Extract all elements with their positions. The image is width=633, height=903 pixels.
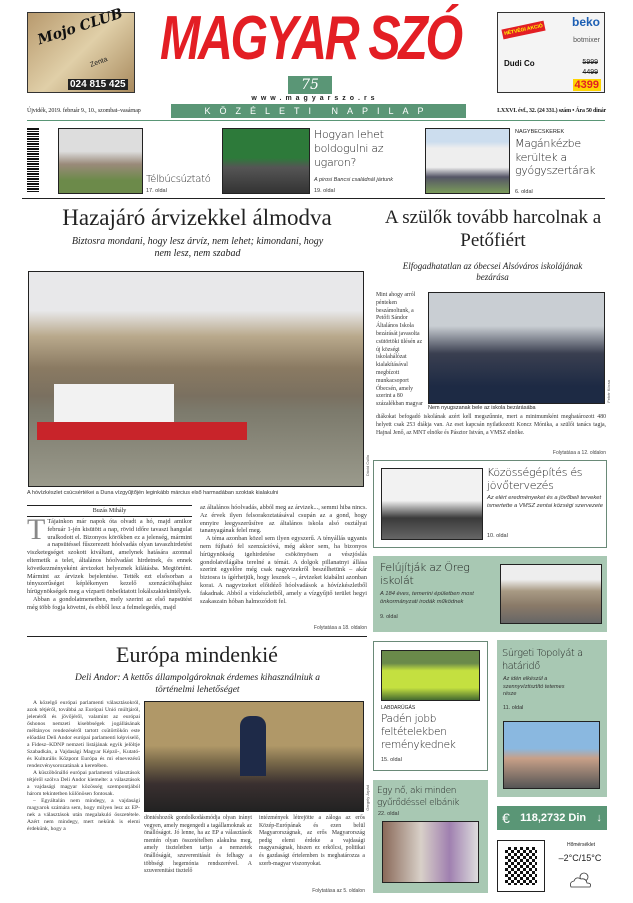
box-egyno-title: Egy nő, aki minden gyűrődéssel elbánik (377, 786, 460, 808)
lead-body-col2: az általános hóolvadás, abból meg az árvizek..., semmi hiba nincs. Az érvek ilyen felsorakoztatásával csupán az a gond, hogy ennyire leegyszerűsítve az általános iskola alsó osztályai tananyagának felel meg. A téma azonban közel sem ilyen egyszerű. A tényállás ugyanis nem fújható fel szenzációvá, még akkor sem, ha bizonyos hírügynökség igehirdetése csökönyösen a vészjóslás gondolatvilágába terelné a témát. A dolgok pillanatnyi állása szerint egyelőre még csak nagyvizekről beszélhetünk – akár biztosra is ígérhetjük, hogy lesznek –, árvizeket kiabálni azonban korai. A nagyvizeket előidéző hóolvadások a hóvízkészletből fakadnak. Abból a vízkészletből, amely a vízgyűjtő terület hegyi szakaszain hóban halmozódott fel. (200, 504, 367, 605)
lead-photo-caption: A hóvízkészlet csúcsértékei a Duna vízgyűjtőjén leginkább március első harmadában szoktak kialakulni (27, 490, 279, 496)
europa-body-col3: intézmények létrejötte a záloga az erős Közép-Európának és ezen belül Magyarországnak, az erős Magyarország pedig elemi érdeke a vajdasági magyarságnak, hiszen ez erkölcsi, politikai és gazdasági értelemben is meghatározza a szerb-magyar viszonyokat. (259, 815, 365, 867)
teaser-photo-telbucsu[interactable] (58, 128, 143, 194)
logo-text: MAGYAR SZÓ (160, 4, 461, 73)
right-ad-old-price-2: 4499 (582, 69, 598, 76)
cloud-sun-icon (566, 870, 596, 895)
second-headline[interactable]: A szülők tovább harcolnak a Petőfiért (384, 207, 602, 251)
teaser-kicker: NAGYBECSKEREK (515, 129, 565, 135)
box-iskola-sub: A 184 éves, temerini épületben most önkormányzati irodák működnek (380, 591, 474, 605)
europa-body-col2: döntéshozók gondolkodásmódja olyan irányt vegyen, amely megengedi a tagállamoknak az önállóságot. Jó lenne, ha az EP a választások mentén olyan összetételben alakulna meg, amely tiszteletben tartja a nemzetek önállóságát, szuverenitását és felhagy a többségi hegemónia rendszerével. A szuverenitást tisztelő (144, 815, 252, 875)
box-foci[interactable] (373, 641, 488, 771)
tagline-bar: KÖZÉLETI NAPILAP (171, 104, 466, 118)
right-ad-brand: beko (571, 15, 600, 29)
issue-line: LXXVI. évf., 32. (24 331.) szám • Ára 50 dinár (497, 108, 606, 114)
boat-cabin (54, 384, 174, 422)
left-ad-town: Zenta (89, 56, 109, 69)
teaser-page: 19. oldal (314, 188, 335, 194)
exchange-rate-value: 118,2732 Din (520, 812, 587, 824)
teaser-photo-ugaron[interactable] (222, 128, 310, 194)
lead-continued-link[interactable]: Folytatása a 18. oldalon (313, 625, 367, 631)
left-ad[interactable] (27, 5, 135, 93)
second-photo[interactable] (428, 292, 605, 404)
lead-headline[interactable]: Hazajáró árvizekkel álmodva (62, 205, 332, 230)
teaser-title[interactable]: Télbúcsúztató (146, 174, 211, 185)
weather-temps: –2°C/15°C (558, 853, 602, 863)
boat-hull (37, 422, 247, 440)
box-topolya-sub: Az idén elkészül a szennyvíztisztító tetemes része (503, 676, 565, 697)
box-egyno-page: 22. oldal (378, 811, 399, 817)
weather-label: Hőmérséklet (566, 842, 596, 848)
drop-cap: T (27, 513, 46, 546)
teaser-page: 17. oldal (146, 188, 167, 194)
right-ad-shop: Dudi Co (504, 59, 535, 68)
lead-photo[interactable] (28, 271, 364, 487)
teaser-photo-gyogyszertar[interactable] (425, 128, 510, 194)
second-body-cont: diákokat befogadó iskolának azért kell megszűnnie, mert a minimumként meghatározott 480 helyett csak 253 diákja van. Az eset kapcsán nyilatkozott Koncz Mónika, a szülői tanács tagja, Hajnal Jenő, az MNT elnöke és Pásztor István, a VMSZ elnöke. (376, 414, 606, 436)
arrow-down-icon: ↓ (596, 812, 602, 824)
box-iskola-photo (500, 564, 602, 624)
lead-subtitle: Biztosra mondani, hogy lesz árvíz, nem lehet; kimondani, hogy nem lesz, nem szabad (71, 236, 324, 259)
qr-code[interactable] (497, 840, 545, 892)
lead-photo-credit: Dávid Csilla (365, 455, 370, 477)
date-line: Újvidék, 2019. február 9., 10., szombat–vasárnap (27, 108, 141, 114)
teaser-divider (22, 198, 605, 199)
left-ad-phone: 024 815 425 (70, 79, 126, 90)
right-ad-old-price-1: 5999 (582, 59, 598, 66)
right-ad[interactable] (497, 12, 605, 93)
europa-body-col1: A közelgő európai parlamenti választásokról, azok tétjéről, továbbá az Európai Unió múltjáról, jelenéről és jövőjéről, valamint az európai őshonos nemzeti kisebbségek jogállásának méltányos rendezéséről tartott csütörtökön este előadást Deli Andor európai parlamenti képviselő, a Fidesz–KDNP nemzeti listájának egyik jelöltje Szabadkán, a Vajdasági Magyar Képző-, Kutató- és Kulturális Központ Európa és mi elnevezésű rendezvénysorozatának a keretében. A küszöbönálló európai parlamenti választások tétjéről szólva Deli Andor kiemelte: a választások a vajdasági magyar közösség szempontjából három tekintetben különösen fontosak. – Egyáltalán nem mindegy, a vajdasági magyarok számára sem, hogy milyen lesz az EP-nek a választások után megalakuló összetétele. Azért nem mindegy, mert nekünk is elemi érdekünk, hogy a (27, 700, 140, 832)
box-iskola-title: Felújítják az Öreg iskolát (380, 561, 470, 587)
box-foci-kicker: LABDARÚGÁS (381, 705, 416, 711)
europa-photo[interactable] (144, 701, 364, 812)
teaser-subtitle: A pirosi Bancsi családnál jártunk (314, 177, 393, 183)
box-egyno[interactable] (373, 780, 488, 893)
teaser-title[interactable]: Magánkézbe kerültek a gyógyszertárak (515, 137, 596, 177)
europa-photo-credit: Gergely Árpád (365, 785, 370, 811)
second-photo-caption: Nem nyugszanak bele az iskola bezárásába (428, 405, 536, 411)
box-kozosseg-sub: Az elért eredményeket és a jövőbeli terveket ismertette a VMSZ zentai községi szervezete (487, 495, 603, 509)
lead-byline: Buzás Mihály (27, 505, 192, 517)
second-continued-link[interactable]: Folytatása a 12. oldalon (552, 450, 606, 456)
exchange-rate-bar (497, 806, 607, 830)
website[interactable]: www.magyarszo.rs (251, 95, 379, 102)
speaker (240, 716, 266, 776)
box-foci-title: Padén jobb feltételekben reménykednek (381, 713, 456, 751)
europa-subtitle: Deli Andor: A kettős állampolgároknak érdemes kihasználniuk a történelmi lehetőséget (75, 673, 320, 695)
box-kozosseg-title: Közösségépítés és jövőtervezés (487, 466, 583, 492)
right-ad-badge: HÉTVÉGI AKCIÓ (501, 21, 545, 40)
europa-continued-link[interactable]: Folytatása az 5. oldalon (312, 888, 365, 894)
second-subtitle: Elfogadhatatlan az óbecsei Alsóváros iskolájának bezárása (402, 261, 583, 282)
box-kozosseg-page: 10. oldal (487, 533, 508, 539)
right-ad-price: 4399 (574, 79, 599, 91)
box-foci-photo (381, 650, 480, 701)
euro-icon: € (502, 810, 510, 826)
box-topolya-page: 11. oldal (503, 705, 524, 711)
teaser-title[interactable]: Hogyan lehet boldogulni az ugaron? (314, 128, 384, 169)
box-egyno-photo (382, 821, 479, 883)
second-body: Mint ahogy arról pénteken beszámoltunk, a Petőfi Sándor Általános Iskola bezárását javasolta csütörtöki ülésén az új községi iskolahálózat kialakításával megbízott munkacsoport Óbecsén, amely szerint a 80 százalékban magyar (376, 292, 423, 408)
box-foci-page: 15. oldal (381, 757, 402, 763)
second-photo-credit: Fehér Kócsa (606, 380, 611, 403)
right-ad-product: botmixer (573, 37, 600, 44)
lead-divider (27, 636, 367, 637)
box-iskola-page: 9. oldal (380, 614, 398, 620)
header-divider (27, 120, 605, 121)
logo-badge: 75 (288, 76, 332, 94)
box-kozosseg-photo (381, 468, 483, 540)
left-ad-name: Mojo CLUB (35, 5, 125, 49)
europa-headline[interactable]: Európa mindenkié (116, 642, 278, 667)
logo[interactable] (160, 4, 485, 94)
box-iskola[interactable] (373, 556, 607, 632)
box-topolya-title: Sürgeti Topolyát a határidő (502, 648, 583, 672)
barcode (27, 128, 39, 192)
box-topolya[interactable] (497, 640, 607, 797)
teaser-page: 6. oldal (515, 189, 533, 195)
lead-body-col1: T Tájainkon már napok óta olvadt a hó, majd amikor február 1-jén kisütött a nap, rövid időre tavaszi hangulat uralkodott el. Bizonyos körökben ez a jelenség, mármint a napsütéssel fűszerezett hóolvadás olyan tavaszhirdetést viszketegséget szokott kiváltani, amelynek hatására azonnal eltemetik a telet, általános hóolvadást hirdetnek, és ennek következményeként árvizeket helyeznek kilátásba. Megtörtént. Mármint az árvizek bejelentése. Tették ezt elsősorban a tényszerűséget képlékenyen kezelő szenzációhajhász hírügynökségek meg a vízparti önbeiktatott lokálszaktekintélyek. Abban a gondolatmenetben, mely szerint az első napsütést még több fogja követni, és ebből lesz a felmelegedés, majd (27, 513, 192, 611)
box-kozosseg[interactable] (373, 460, 607, 548)
box-topolya-photo (503, 721, 600, 789)
